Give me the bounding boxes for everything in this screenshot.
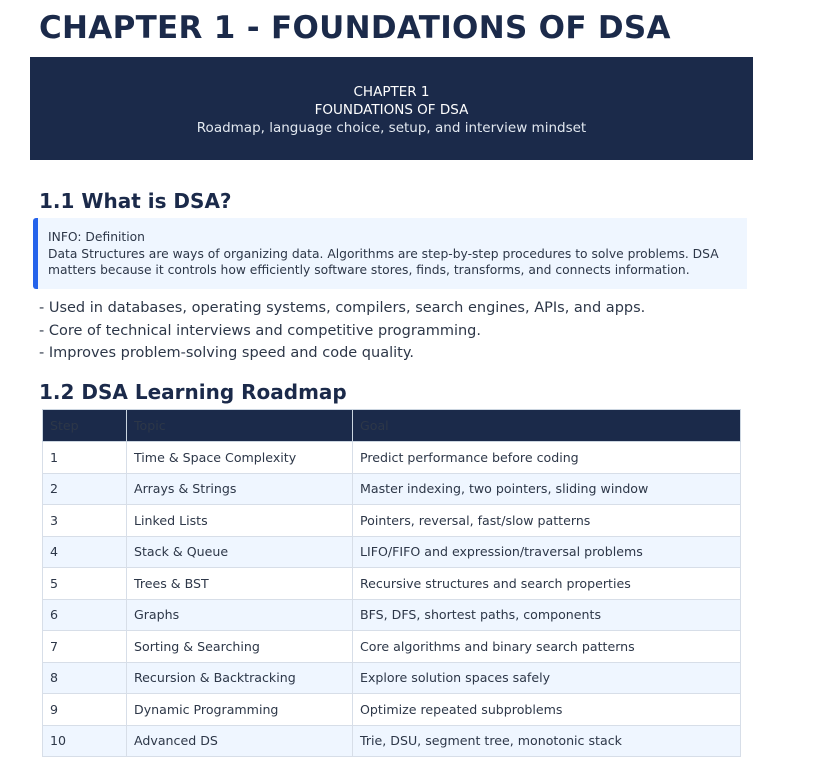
cell-goal: Predict performance before coding bbox=[353, 442, 741, 474]
table-row bbox=[43, 536, 741, 568]
table-row bbox=[43, 473, 741, 505]
cell-topic: Recursion & Backtracking bbox=[127, 662, 353, 694]
cell-step: 5 bbox=[43, 568, 127, 600]
cell-goal: Master indexing, two pointers, sliding window bbox=[353, 473, 741, 505]
cell-goal: BFS, DFS, shortest paths, components bbox=[353, 599, 741, 631]
section-heading-roadmap: 1.2 DSA Learning Roadmap bbox=[39, 380, 347, 404]
cell-goal: Explore solution spaces safely bbox=[353, 662, 741, 694]
info-text-line: Data Structures are ways of organizing data. Algorithms are step-by-step procedures to solve problems. DSA bbox=[48, 246, 719, 261]
cell-topic: Trees & BST bbox=[127, 568, 353, 600]
cell-step: 2 bbox=[43, 473, 127, 505]
cell-topic: Dynamic Programming bbox=[127, 694, 353, 726]
table-row bbox=[43, 694, 741, 726]
list-item: - Used in databases, operating systems, compilers, search engines, APIs, and apps. bbox=[39, 300, 646, 316]
table-row bbox=[43, 505, 741, 537]
banner-chapter-label: CHAPTER 1 bbox=[353, 84, 430, 100]
cell-topic: Graphs bbox=[127, 599, 353, 631]
cell-topic: Advanced DS bbox=[127, 725, 353, 757]
info-label: INFO: Definition bbox=[48, 230, 145, 244]
table-header-row bbox=[43, 410, 741, 442]
cell-topic: Stack & Queue bbox=[127, 536, 353, 568]
cell-step: 3 bbox=[43, 505, 127, 537]
column-header-topic: Topic bbox=[127, 410, 353, 442]
cell-step: 9 bbox=[43, 694, 127, 726]
table-row bbox=[43, 568, 741, 600]
cell-step: 1 bbox=[43, 442, 127, 474]
table-row bbox=[43, 631, 741, 663]
table-row bbox=[43, 599, 741, 631]
cell-topic: Time & Space Complexity bbox=[127, 442, 353, 474]
list-item: - Core of technical interviews and competitive programming. bbox=[39, 322, 481, 339]
cell-topic: Sorting & Searching bbox=[127, 631, 353, 663]
column-header-goal: Goal bbox=[353, 410, 741, 442]
table-row bbox=[43, 442, 741, 474]
info-text-line: matters because it controls how efficiently software stores, finds, transforms, and connects information. bbox=[48, 263, 690, 277]
list-item: - Improves problem-solving speed and code quality. bbox=[39, 345, 414, 361]
column-header-step: Step bbox=[43, 410, 127, 442]
cell-step: 8 bbox=[43, 662, 127, 694]
cell-goal: Trie, DSU, segment tree, monotonic stack bbox=[353, 725, 741, 757]
roadmap-table bbox=[42, 409, 741, 757]
cell-topic: Arrays & Strings bbox=[127, 473, 353, 505]
cell-goal: LIFO/FIFO and expression/traversal problems bbox=[353, 536, 741, 568]
info-callout bbox=[33, 218, 747, 289]
chapter-banner bbox=[30, 57, 753, 160]
banner-subtitle: Roadmap, language choice, setup, and interview mindset bbox=[196, 120, 587, 136]
cell-goal: Core algorithms and binary search patterns bbox=[353, 631, 741, 663]
table-row bbox=[43, 725, 741, 757]
cell-goal: Optimize repeated subproblems bbox=[353, 694, 741, 726]
table-row bbox=[43, 662, 741, 694]
banner-chapter-title: FOUNDATIONS OF DSA bbox=[314, 102, 469, 118]
cell-goal: Recursive structures and search properties bbox=[353, 568, 741, 600]
document-title: CHAPTER 1 - FOUNDATIONS OF DSA bbox=[39, 10, 671, 46]
section-heading-what-is-dsa: 1.1 What is DSA? bbox=[39, 189, 232, 213]
cell-step: 7 bbox=[43, 631, 127, 663]
cell-step: 6 bbox=[43, 599, 127, 631]
cell-step: 4 bbox=[43, 536, 127, 568]
dsa-benefits-list bbox=[39, 297, 645, 365]
cell-goal: Pointers, reversal, fast/slow patterns bbox=[353, 505, 741, 537]
cell-step: 10 bbox=[43, 725, 127, 757]
cell-topic: Linked Lists bbox=[127, 505, 353, 537]
